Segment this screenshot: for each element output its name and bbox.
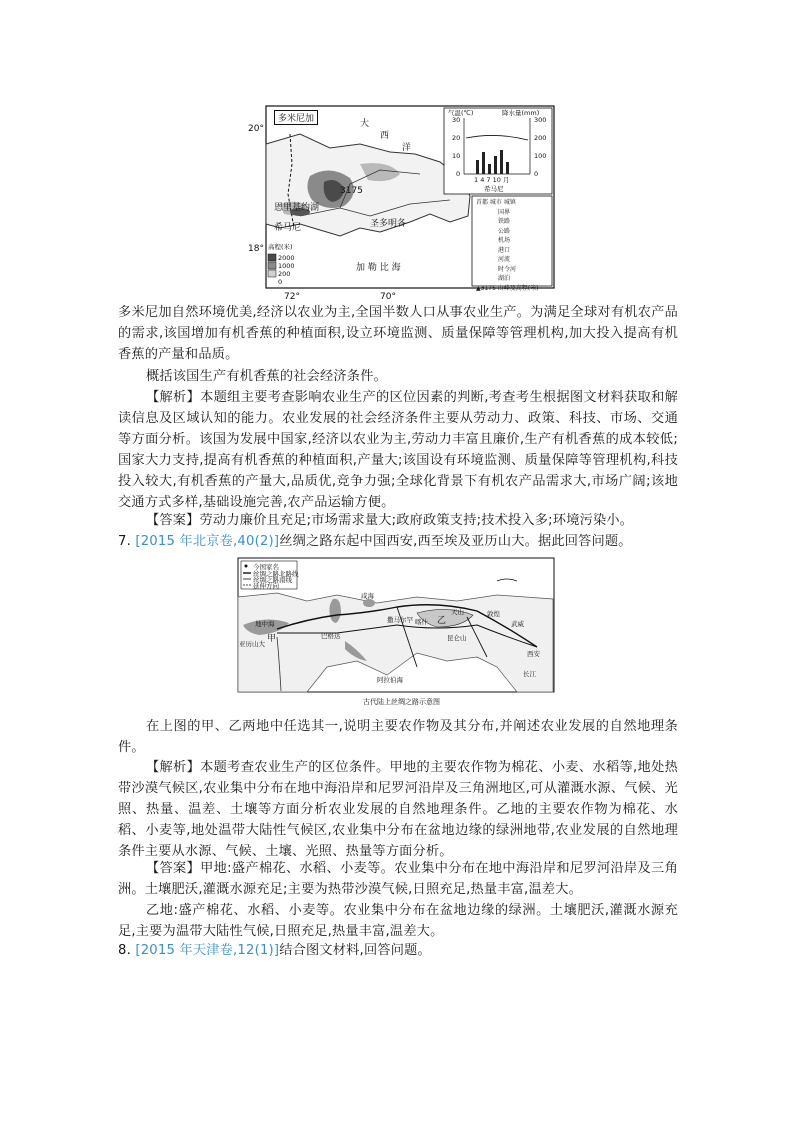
legend-lake: 湖泊 bbox=[498, 275, 511, 282]
lake-label: 恩里基约湖 bbox=[274, 203, 320, 213]
climate-p300: 300 bbox=[534, 116, 547, 124]
label-caspian: 咸海 bbox=[361, 592, 374, 600]
map-title: 多米尼加 bbox=[274, 110, 318, 125]
climate-precip-label: 降水量(mm) bbox=[502, 109, 540, 117]
question-8-source: [2015 年天津卷,12(1)] bbox=[135, 943, 280, 958]
answer-6: 【答案】劳动力廉价且充足;市场需求量大;政府政策支持;技术投入多;环境污染小。 bbox=[146, 513, 634, 528]
analysis-6: 【解析】本题组主要考查影响农业生产的区位因素的判断,考查考生根据图文材料获取和解读信息及区域认知的能力。农业发展的社会经济条件主要从劳动力、政策、科技、市场、交通等方面分析。该国为发展中国家,经济以农业为主,劳动力丰富且廉价,生产有机香蕉的成本较低;国家大力支持,提高有机香蕉的种植面积,产量大;该国设有环境监测、质量保障等管理机构,科技投入较大,有机香蕉的产量大,品质优,竞争力强;全球化背景下有机农产品需求大,市场广阔;该地交通方式多样,基础设施完善,农产品运输方便。 bbox=[118, 390, 678, 510]
legend-river: 河流 bbox=[498, 256, 511, 263]
answer-7-part1: 【答案】甲地:盛产棉花、水稻、小麦等。农业集中分布在地中海沿岸和尼罗河沿岸及三角洲。土壤肥沃,灌溉水源充足;主要为热带沙漠气候,日照充足,热量丰富,温差大。 bbox=[118, 861, 678, 897]
legend-airport: 机场 bbox=[498, 237, 511, 244]
question-8-text: 结合图文材料,回答问题。 bbox=[279, 943, 431, 958]
legend-seasonal: 时令河 bbox=[498, 265, 517, 273]
label-jia: 甲 bbox=[267, 634, 277, 644]
question-7-number: 7. bbox=[118, 534, 136, 549]
climate-p200: 200 bbox=[534, 134, 547, 142]
sea-label: 加 勒 比 海 bbox=[356, 263, 401, 273]
label-tianshan: 天山 bbox=[451, 608, 464, 616]
answer-7-part2: 乙地:盛产棉花、水稻、小麦等。农业集中分布在盆地边缘的绿洲。土壤肥沃,灌溉水源充足,主要为温带大陆性气候,日照充足,热量丰富,温差大。 bbox=[118, 903, 678, 939]
ocean-label-3: 洋 bbox=[402, 143, 412, 153]
legend-port: 港口 bbox=[498, 246, 511, 254]
silk-legend-city: 今国家名 bbox=[253, 563, 279, 571]
question-7 bbox=[118, 531, 678, 552]
climate-city: 希马尼 bbox=[484, 185, 504, 193]
climate-months: 1 4 7 10 月 bbox=[474, 176, 510, 184]
label-wuwei: 武威 bbox=[511, 620, 524, 628]
silk-legend-route2: 丝绸之路南线 bbox=[253, 576, 292, 584]
climate-p100: 100 bbox=[534, 152, 547, 160]
legend-border: 国界 bbox=[498, 208, 511, 216]
silk-legend-direction: 延伸方向 bbox=[253, 582, 279, 590]
ocean-label-2: 西 bbox=[380, 131, 390, 141]
elevation-1000: 1000 bbox=[278, 262, 295, 270]
climate-p0: 0 bbox=[534, 170, 539, 178]
silk-road-map-figure bbox=[237, 557, 555, 711]
lat-top-label: 20° bbox=[248, 124, 264, 134]
legend-rail: 铁路 bbox=[498, 218, 511, 225]
peak-label: 3175 bbox=[340, 186, 363, 196]
question-7-prompt: 在上图的甲、乙两地中任选其一,说明主要农作物及其分布,并阐述农业发展的自然地理条件。 bbox=[118, 719, 678, 755]
elevation-legend-title: 高程(米) bbox=[268, 243, 293, 251]
paragraph-intro: 多米尼加自然环境优美,经济以农业为主,全国半数人口从事农业生产。为满足全球对有机农产品的需求,该国增加有机香蕉的种植面积,设立环境监测、质量保障等管理机构,加大投入提高有机香蕉的产量和品质。 bbox=[118, 305, 678, 362]
question-6: 概括该国生产有机香蕉的社会经济条件。 bbox=[146, 369, 387, 384]
label-yangtze: 长江 bbox=[523, 670, 536, 678]
label-alexandria: 亚历山大 bbox=[239, 640, 265, 648]
climate-t20: 20 bbox=[452, 134, 461, 142]
question-7-source: [2015 年北京卷,40(2)] bbox=[135, 534, 280, 549]
silk-legend-route1: 丝绸之路北路线 bbox=[253, 570, 299, 578]
legend-peak: ▲3175 山峰及高程(米) bbox=[476, 284, 539, 292]
legend-road: 公路 bbox=[498, 227, 511, 235]
label-xian: 西安 bbox=[527, 650, 540, 658]
label-yi: 乙 bbox=[437, 616, 447, 626]
lat-bottom-label: 18° bbox=[248, 244, 264, 254]
dominican-map-figure bbox=[240, 104, 556, 304]
label-mediterranean: 地中海 bbox=[255, 620, 275, 628]
label-dunhuang: 敦煌 bbox=[487, 610, 500, 618]
capital-label: 圣多明各 bbox=[370, 219, 407, 229]
elevation-200: 200 bbox=[278, 270, 291, 278]
question-7-text: 丝绸之路东起中国西安,西至埃及亚历山大。据此回答问题。 bbox=[279, 534, 632, 549]
label-arabian: 阿拉伯海 bbox=[377, 676, 403, 684]
elevation-0: 0 bbox=[278, 278, 283, 286]
climate-temp-label: 气温(℃) bbox=[448, 109, 474, 117]
label-baghdad: 巴格达 bbox=[321, 632, 341, 640]
label-kashi: 喀什 bbox=[415, 618, 428, 626]
ocean-label-1: 大 bbox=[360, 119, 370, 129]
lon-right-label: 70° bbox=[380, 292, 396, 302]
climate-t0: 0 bbox=[456, 170, 461, 178]
lon-left-label: 72° bbox=[284, 292, 300, 302]
label-kunlun: 昆仑山 bbox=[447, 634, 467, 642]
map-legend bbox=[476, 198, 550, 293]
silk-map-caption: 古代陆上丝绸之路示意图 bbox=[363, 698, 440, 706]
question-8 bbox=[118, 940, 678, 961]
city-left-label: 希马尼 bbox=[274, 223, 302, 233]
climate-t10: 10 bbox=[452, 152, 461, 160]
question-8-number: 8. bbox=[118, 943, 136, 958]
elevation-2000: 2000 bbox=[278, 254, 295, 262]
legend-capital: 首都 城市 城镇 bbox=[476, 199, 516, 206]
label-samarkand: 撒马尔罕 bbox=[387, 616, 413, 624]
climate-t30: 30 bbox=[452, 116, 461, 124]
analysis-7: 【解析】本题考查农业生产的区位条件。甲地的主要农作物为棉花、小麦、水稻等,地处热带沙漠气候区,农业集中分布在地中海沿岸和尼罗河沿岸及三角洲地区,可从灌溉水源、气候、光照、热量、温差、土壤等方面分析农业发展的自然地理条件。乙地的主要农作物为棉花、水稻、小麦等,地处温带大陆性气候区,农业集中分布在盆地边缘的绿洲地带,农业发展的自然地理条件主要从水源、气候、土壤、光照、热量等方面分析。 bbox=[118, 760, 678, 859]
